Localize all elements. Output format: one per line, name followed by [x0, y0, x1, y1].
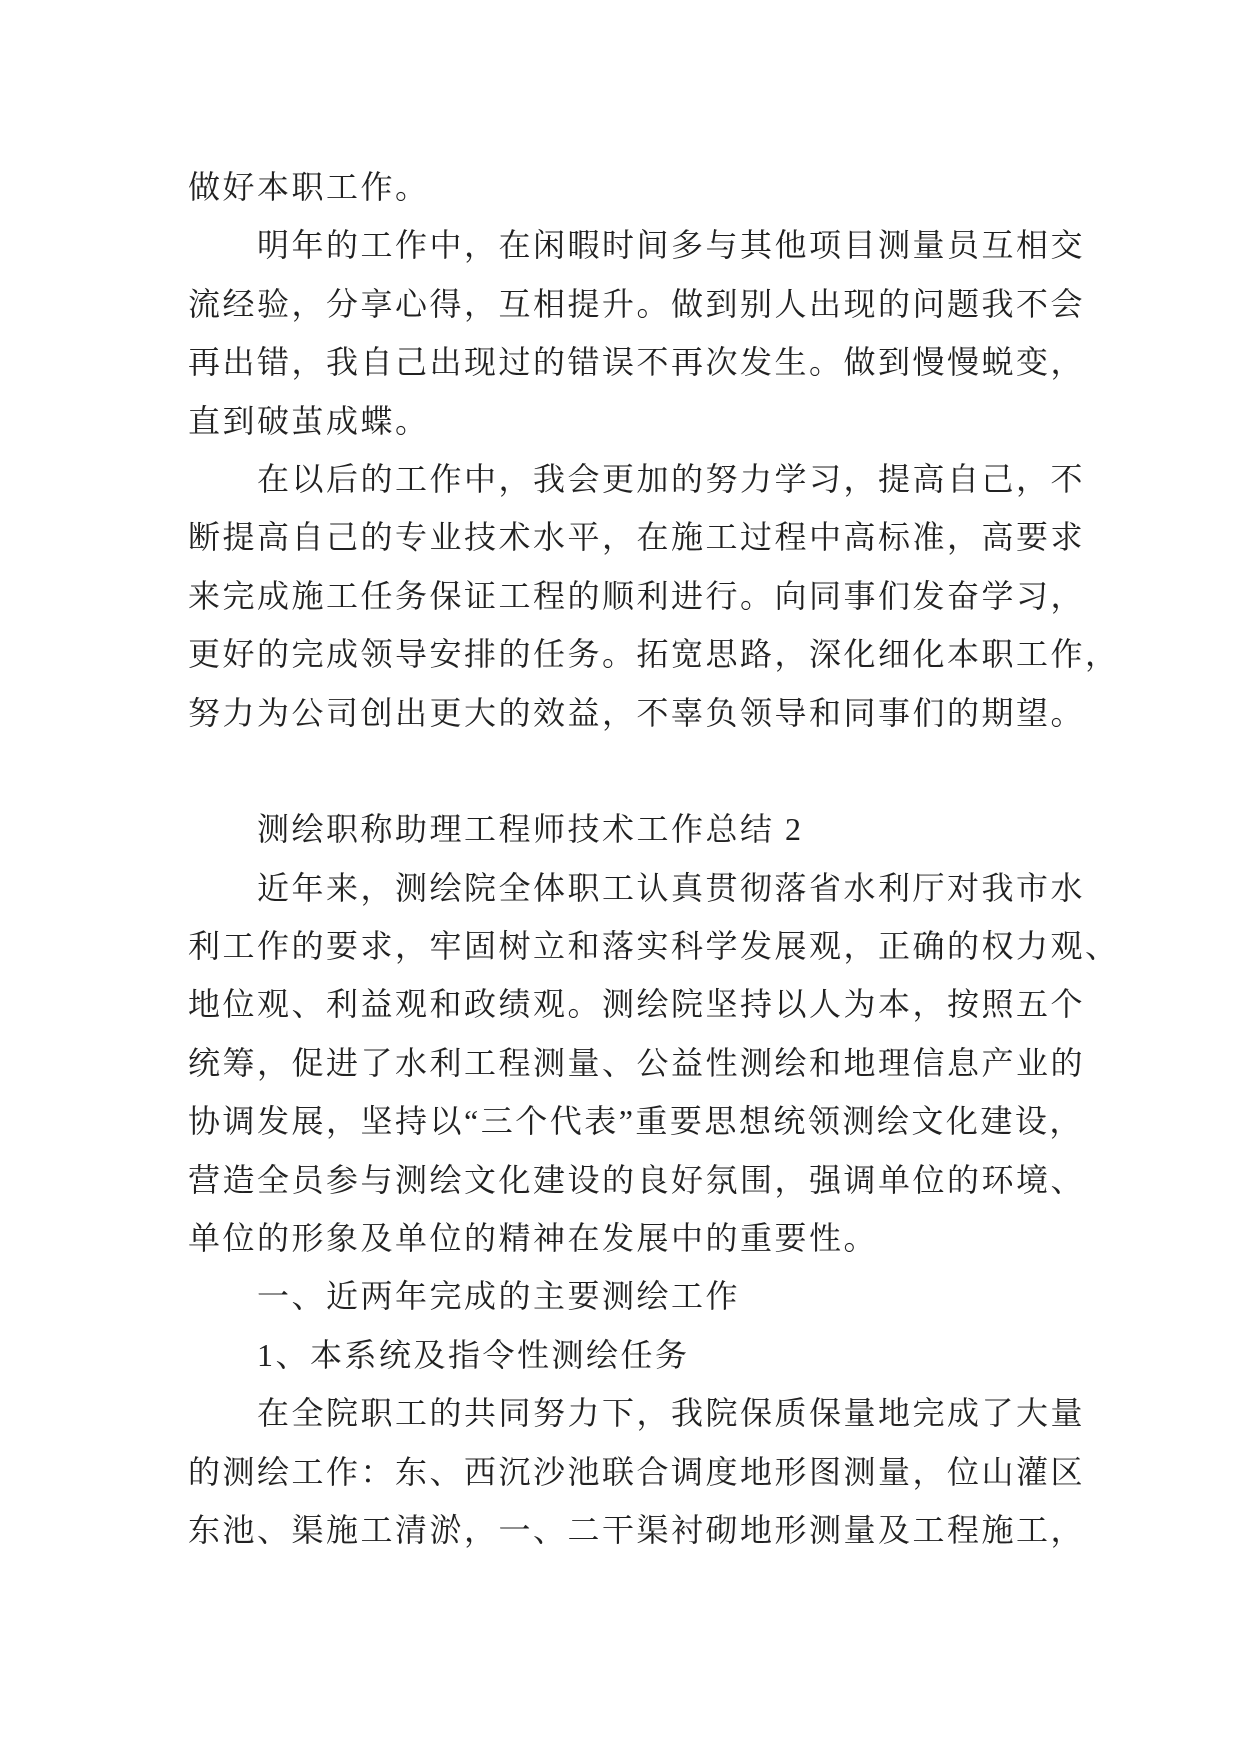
paragraph-line: 在以后的工作中，我会更加的努力学习，提高自己，不	[257, 460, 1086, 497]
paragraph-line: 更好的完成领导安排的任务。拓宽思路，深化细化本职工作，	[188, 636, 1120, 673]
paragraph-line: 再出错，我自己出现过的错误不再次发生。做到慢慢蜕变，	[188, 344, 1086, 381]
heading-line: 一、近两年完成的主要测绘工作	[257, 1278, 741, 1315]
paragraph-line: 断提高自己的专业技术水平，在施工过程中高标准，高要求	[188, 519, 1086, 556]
blank-line	[188, 742, 1191, 800]
paragraph-line: 东池、渠施工清淤，一、二干渠衬砌地形测量及工程施工，	[188, 1511, 1086, 1548]
paragraph-line: 的测绘工作：东、西沉沙池联合调度地形图测量，位山灌区	[188, 1453, 1086, 1490]
paragraph-line: 明年的工作中，在闲暇时间多与其他项目测量员互相交	[257, 227, 1086, 264]
paragraph-line: 努力为公司创出更大的效益，不辜负领导和同事们的期望。	[188, 694, 1086, 731]
paragraph-line: 在全院职工的共同努力下，我院保质保量地完成了大量	[257, 1395, 1086, 1432]
paragraph-line: 直到破茧成蝶。	[188, 402, 430, 439]
paragraph-line: 协调发展，坚持以“三个代表”重要思想统领测绘文化建设，	[188, 1103, 1084, 1140]
section-title-line: 测绘职称助理工程师技术工作总结 2	[257, 811, 804, 848]
paragraph-line: 近年来，测绘院全体职工认真贯彻落省水利厅对我市水	[257, 869, 1086, 906]
paragraph-line: 来完成施工任务保证工程的顺利进行。向同事们发奋学习，	[188, 577, 1086, 614]
paragraph-line: 利工作的要求，牢固树立和落实科学发展观，正确的权力观、	[188, 928, 1120, 965]
paragraph-line: 地位观、利益观和政绩观。测绘院坚持以人为本，按照五个	[188, 986, 1086, 1023]
paragraph-line: 单位的形象及单位的精神在发展中的重要性。	[188, 1220, 879, 1257]
paragraph-line: 营造全员参与测绘文化建设的良好氛围，强调单位的环境、	[188, 1161, 1086, 1198]
paragraph-line: 统筹，促进了水利工程测量、公益性测绘和地理信息产业的	[188, 1044, 1086, 1081]
paragraph-line: 做好本职工作。	[188, 169, 430, 205]
paragraph-line: 流经验，分享心得，互相提升。做到别人出现的问题我不会	[188, 285, 1086, 322]
heading-line: 1、本系统及指令性测绘任务	[257, 1336, 690, 1373]
